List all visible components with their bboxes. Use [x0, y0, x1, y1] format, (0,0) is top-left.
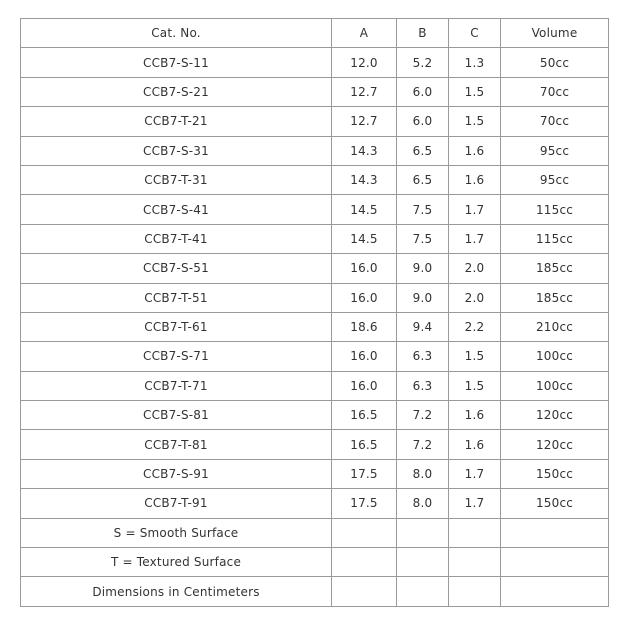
cell-c: 1.5: [449, 107, 501, 136]
note-textured-surface: T = Textured Surface: [21, 548, 332, 577]
cell-c: 2.2: [449, 312, 501, 341]
table-row: [21, 283, 609, 312]
cell-a: 16.0: [332, 283, 397, 312]
cell-c: 1.6: [449, 165, 501, 194]
cell-c: 1.6: [449, 401, 501, 430]
cell-c: 2.0: [449, 283, 501, 312]
cell-cat-no: CCB7-T-81: [21, 430, 332, 459]
header-c: C: [449, 19, 501, 48]
cell-a: 17.5: [332, 459, 397, 488]
cell-c: 2.0: [449, 254, 501, 283]
cell-c: 1.7: [449, 195, 501, 224]
cell-c: 1.5: [449, 342, 501, 371]
cell-a: 12.7: [332, 77, 397, 106]
cell-a: 14.5: [332, 224, 397, 253]
cell-volume: 50cc: [501, 48, 609, 77]
cell-cat-no: CCB7-T-61: [21, 312, 332, 341]
cell-cat-no: CCB7-S-11: [21, 48, 332, 77]
table-row: [21, 342, 609, 371]
cell-volume: 185cc: [501, 254, 609, 283]
header-b: B: [397, 19, 449, 48]
cell-a: 14.5: [332, 195, 397, 224]
cell-b: 6.3: [397, 371, 449, 400]
cell-c: 1.7: [449, 224, 501, 253]
cell-volume: 95cc: [501, 136, 609, 165]
cell-cat-no: CCB7-S-21: [21, 77, 332, 106]
cell-volume: 95cc: [501, 165, 609, 194]
cell-volume: 115cc: [501, 224, 609, 253]
cell-b: 9.4: [397, 312, 449, 341]
cell-b: 8.0: [397, 459, 449, 488]
table-row: [21, 254, 609, 283]
cell-volume: 70cc: [501, 77, 609, 106]
cell-c: 1.5: [449, 77, 501, 106]
table-row: [21, 459, 609, 488]
cell-b: 9.0: [397, 254, 449, 283]
empty-cell: [449, 518, 501, 547]
table-row: [21, 107, 609, 136]
empty-cell: [397, 548, 449, 577]
cell-a: 17.5: [332, 489, 397, 518]
cell-c: 1.7: [449, 489, 501, 518]
table-row: [21, 195, 609, 224]
cell-b: 7.5: [397, 224, 449, 253]
empty-cell: [449, 548, 501, 577]
cell-volume: 120cc: [501, 401, 609, 430]
cell-cat-no: CCB7-T-71: [21, 371, 332, 400]
table-row: [21, 165, 609, 194]
cell-c: 1.7: [449, 459, 501, 488]
table-row: [21, 77, 609, 106]
table-row: [21, 371, 609, 400]
cell-c: 1.5: [449, 371, 501, 400]
cell-a: 16.5: [332, 430, 397, 459]
table-row: [21, 430, 609, 459]
header-row: [21, 19, 609, 48]
cell-b: 6.0: [397, 77, 449, 106]
table-row: [21, 224, 609, 253]
cell-b: 6.5: [397, 165, 449, 194]
cell-a: 16.0: [332, 254, 397, 283]
cell-cat-no: CCB7-S-51: [21, 254, 332, 283]
cell-volume: 115cc: [501, 195, 609, 224]
cell-a: 14.3: [332, 136, 397, 165]
cell-a: 14.3: [332, 165, 397, 194]
table-row: [21, 312, 609, 341]
empty-cell: [501, 548, 609, 577]
specification-table: [20, 18, 609, 607]
header-a: A: [332, 19, 397, 48]
empty-cell: [397, 518, 449, 547]
cell-volume: 100cc: [501, 342, 609, 371]
table-body: [21, 48, 609, 606]
note-dimensions-unit: Dimensions in Centimeters: [21, 577, 332, 606]
cell-volume: 70cc: [501, 107, 609, 136]
cell-b: 6.5: [397, 136, 449, 165]
cell-cat-no: CCB7-T-91: [21, 489, 332, 518]
empty-cell: [501, 518, 609, 547]
note-row: [21, 548, 609, 577]
header-volume: Volume: [501, 19, 609, 48]
note-row: [21, 577, 609, 606]
cell-b: 9.0: [397, 283, 449, 312]
cell-b: 6.0: [397, 107, 449, 136]
empty-cell: [332, 548, 397, 577]
cell-cat-no: CCB7-T-21: [21, 107, 332, 136]
cell-a: 16.0: [332, 342, 397, 371]
cell-cat-no: CCB7-S-31: [21, 136, 332, 165]
table-row: [21, 401, 609, 430]
cell-b: 6.3: [397, 342, 449, 371]
cell-c: 1.6: [449, 136, 501, 165]
cell-b: 8.0: [397, 489, 449, 518]
cell-b: 7.2: [397, 430, 449, 459]
cell-volume: 210cc: [501, 312, 609, 341]
cell-a: 12.0: [332, 48, 397, 77]
empty-cell: [332, 577, 397, 606]
cell-a: 18.6: [332, 312, 397, 341]
cell-c: 1.3: [449, 48, 501, 77]
cell-c: 1.6: [449, 430, 501, 459]
cell-volume: 100cc: [501, 371, 609, 400]
cell-volume: 150cc: [501, 489, 609, 518]
empty-cell: [449, 577, 501, 606]
empty-cell: [501, 577, 609, 606]
table-row: [21, 48, 609, 77]
note-smooth-surface: S = Smooth Surface: [21, 518, 332, 547]
cell-volume: 120cc: [501, 430, 609, 459]
cell-cat-no: CCB7-S-91: [21, 459, 332, 488]
cell-cat-no: CCB7-S-41: [21, 195, 332, 224]
cell-a: 16.5: [332, 401, 397, 430]
cell-b: 7.5: [397, 195, 449, 224]
cell-cat-no: CCB7-T-31: [21, 165, 332, 194]
cell-a: 12.7: [332, 107, 397, 136]
empty-cell: [332, 518, 397, 547]
cell-cat-no: CCB7-T-51: [21, 283, 332, 312]
table-row: [21, 136, 609, 165]
cell-cat-no: CCB7-S-81: [21, 401, 332, 430]
cell-b: 7.2: [397, 401, 449, 430]
cell-cat-no: CCB7-S-71: [21, 342, 332, 371]
header-cat-no: Cat. No.: [21, 19, 332, 48]
cell-volume: 150cc: [501, 459, 609, 488]
cell-volume: 185cc: [501, 283, 609, 312]
empty-cell: [397, 577, 449, 606]
note-row: [21, 518, 609, 547]
cell-a: 16.0: [332, 371, 397, 400]
table-row: [21, 489, 609, 518]
cell-cat-no: CCB7-T-41: [21, 224, 332, 253]
cell-b: 5.2: [397, 48, 449, 77]
